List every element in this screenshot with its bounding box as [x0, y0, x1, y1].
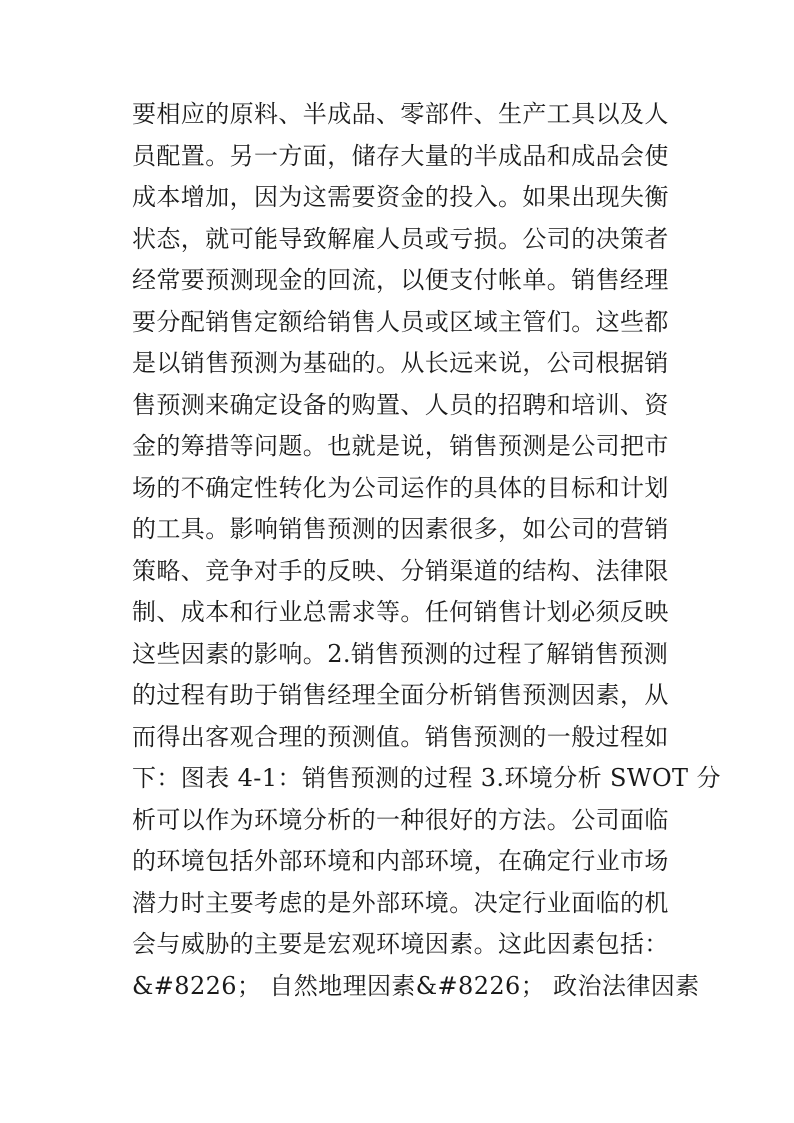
- text-line-18: 析可以作为环境分析的一种很好的方法。公司面临: [132, 805, 669, 834]
- text-line-14: 这些因素的影响。2.销售预测的过程了解销售预测: [132, 639, 669, 668]
- text-line-5: 经常要预测现金的回流，以便支付帐单。销售经理: [132, 266, 669, 294]
- text-line-21: 会与威胁的主要是宏观环境因素。这此因素包括：: [132, 930, 669, 958]
- text-line-1: 要相应的原料、半成品、零部件、生产工具以及人: [132, 100, 669, 128]
- text-line-19: 的环境包括外部环境和内部环境，在确定行业市场: [132, 847, 669, 875]
- text-line-2: 员配置。另一方面，储存大量的半成品和成品会使: [132, 141, 669, 170]
- text-line-3: 成本增加，因为这需要资金的投入。如果出现失衡: [132, 183, 669, 211]
- text-line-11: 的工具。影响销售预测的因素很多，如公司的营销: [132, 515, 669, 543]
- text-line-15: 的过程有助于销售经理全面分析销售预测因素，从: [132, 681, 669, 709]
- text-line-7: 是以销售预测为基础的。从长远来说，公司根据销: [132, 349, 669, 377]
- text-line-17: 下：图表 4-1：销售预测的过程 3.环境分析 SWOT 分: [132, 764, 721, 792]
- text-line-20: 潜力时主要考虑的是外部环境。决定行业面临的机: [132, 888, 669, 917]
- text-line-9: 金的筹措等问题。也就是说，销售预测是公司把市: [132, 432, 669, 460]
- text-line-12: 策略、竞争对手的反映、分销渠道的结构、法律限: [132, 556, 669, 585]
- body-text: [132, 94, 721, 1007]
- text-line-8: 售预测来确定设备的购置、人员的招聘和培训、资: [132, 390, 669, 419]
- text-line-10: 场的不确定性转化为公司运作的具体的目标和计划: [132, 473, 669, 502]
- text-line-6: 要分配销售定额给销售人员或区域主管们。这些都: [132, 307, 669, 336]
- text-line-4: 状态，就可能导致解雇人员或亏损。公司的决策者: [132, 224, 669, 253]
- text-line-22: &#8226； 自然地理因素&#8226； 政治法律因素: [132, 971, 700, 1000]
- text-line-16: 而得出客观合理的预测值。销售预测的一般过程如: [132, 722, 669, 751]
- text-line-13: 制、成本和行业总需求等。任何销售计划必须反映: [132, 598, 669, 626]
